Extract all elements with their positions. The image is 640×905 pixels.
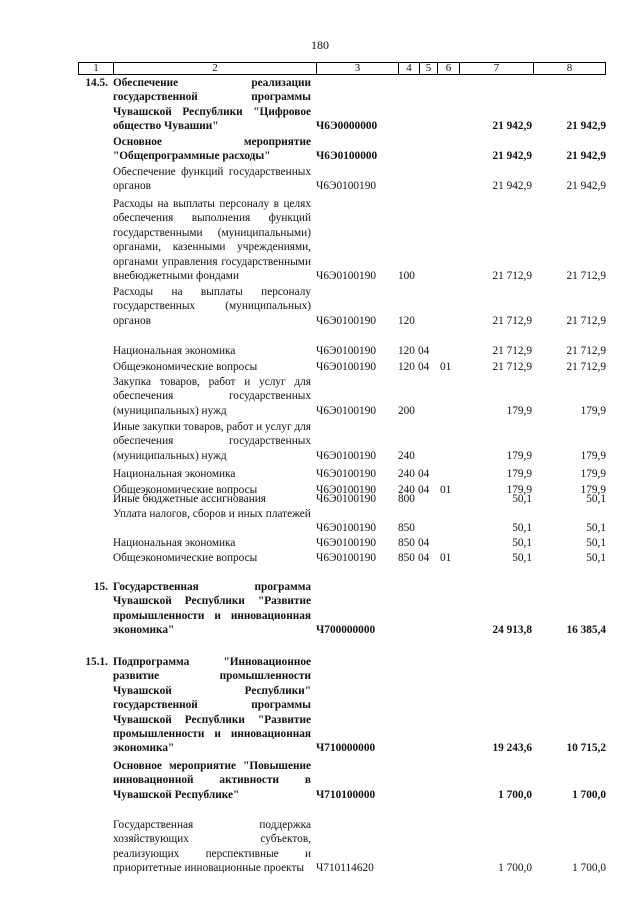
row-name: Государственная поддержка хозяйствующих субъектов, реализующих перспективные и приоритетные инновационные проекты <box>113 819 311 875</box>
target-code: Ч6Э0100190 <box>316 484 376 496</box>
target-code: Ч700000000 <box>316 624 376 636</box>
row-name: Национальная экономика <box>113 345 236 357</box>
row-name: Подпрограмма "Инновационное развитие промышленности Чувашской Республики" государственной программы Чувашской Республики "Развитие промышленности и инновационная экономика" <box>113 656 311 755</box>
amount-col8: 21 712,9 <box>566 361 606 373</box>
table-row <box>0 197 640 283</box>
table-row <box>0 285 640 328</box>
column-header: 7 <box>459 62 534 75</box>
row-name: Иные закупки товаров, работ и услуг для обеспечения государственных (муниципальных) нужд <box>113 421 311 462</box>
table-row <box>0 492 640 506</box>
row-name: Национальная экономика <box>113 537 236 549</box>
table-row <box>0 759 640 802</box>
amount-col8: 50,1 <box>586 552 606 564</box>
target-code: Ч6Э0100190 <box>316 537 376 549</box>
amount-col8: 179,9 <box>580 450 606 462</box>
amount-col8: 10 715,2 <box>566 742 606 754</box>
amount-col8: 21 942,9 <box>566 120 606 132</box>
expense-type: 800 <box>398 493 415 505</box>
target-code: Ч6Э0100190 <box>316 180 376 192</box>
column-header: 3 <box>316 62 399 75</box>
target-code: Ч6Э0000000 <box>316 120 378 132</box>
amount-col7: 24 913,8 <box>492 624 532 636</box>
table-row <box>0 360 640 374</box>
row-name: Основное мероприятие "Общепрограммные расходы" <box>113 136 311 163</box>
amount-col7: 21 712,9 <box>492 315 532 327</box>
table-row <box>0 655 640 756</box>
column-header: 5 <box>419 62 438 75</box>
amount-col8: 179,9 <box>580 468 606 480</box>
expense-type: 120 <box>398 361 415 373</box>
row-number: 15. <box>93 581 108 593</box>
amount-col7: 21 942,9 <box>492 180 532 192</box>
target-code: Ч6Э0100190 <box>316 468 376 480</box>
table-header <box>78 62 606 75</box>
row-name: Общеэкономические вопросы <box>113 484 258 496</box>
target-code: Ч6Э0100190 <box>316 493 376 505</box>
section: 04 <box>418 537 430 549</box>
amount-col8: 21 712,9 <box>566 345 606 357</box>
expense-type: 200 <box>398 405 415 417</box>
amount-col7: 50,1 <box>512 522 532 534</box>
amount-col8: 179,9 <box>580 405 606 417</box>
amount-col8: 179,9 <box>580 484 606 496</box>
target-code: Ч6Э0100190 <box>316 345 376 357</box>
amount-col8: 21 712,9 <box>566 315 606 327</box>
section: 04 <box>418 552 430 564</box>
row-name: Обеспечение функций государственных органов <box>113 166 311 193</box>
section: 04 <box>418 484 430 496</box>
amount-col7: 179,9 <box>506 450 532 462</box>
target-code: Ч6Э0100190 <box>316 315 376 327</box>
amount-col7: 50,1 <box>512 537 532 549</box>
table-row <box>0 818 640 876</box>
row-name: Закупка товаров, работ и услуг для обеспечения государственных (муниципальных) нужд <box>113 376 311 417</box>
expense-type: 850 <box>398 537 415 549</box>
target-code: Ч6Э0100190 <box>316 361 376 373</box>
table-row <box>0 420 640 463</box>
table-row <box>0 507 640 536</box>
column-header: 2 <box>113 62 317 75</box>
table-row <box>0 135 640 164</box>
row-number: 14.5. <box>85 77 108 89</box>
amount-col7: 21 712,9 <box>492 345 532 357</box>
table-row <box>0 580 640 638</box>
table-row <box>0 551 640 565</box>
table-row <box>0 76 640 134</box>
target-code: Ч6Э0100190 <box>316 450 376 462</box>
amount-col7: 19 243,6 <box>492 742 532 754</box>
amount-col8: 21 712,9 <box>566 270 606 282</box>
row-number: 15.1. <box>85 656 108 668</box>
amount-col7: 179,9 <box>506 468 532 480</box>
target-code: Ч6Э0100000 <box>316 150 378 162</box>
expense-type: 120 <box>398 315 415 327</box>
amount-col8: 1 700,0 <box>572 789 606 801</box>
amount-col8: 50,1 <box>586 537 606 549</box>
target-code: Ч6Э0100190 <box>316 522 376 534</box>
table-row <box>0 165 640 194</box>
target-code: Ч710100000 <box>316 789 376 801</box>
column-header: 6 <box>437 62 460 75</box>
row-name: Государственная программа Чувашской Республики "Развитие промышленности и инновационная экономика" <box>113 581 311 637</box>
amount-col7: 21 712,9 <box>492 361 532 373</box>
amount-col7: 21 712,9 <box>492 270 532 282</box>
amount-col8: 1 700,0 <box>572 862 606 874</box>
target-code: Ч6Э0100190 <box>316 270 376 282</box>
row-name: Расходы на выплаты персоналу государственных (муниципальных) органов <box>113 286 311 327</box>
table-row <box>0 344 640 358</box>
expense-type: 240 <box>398 468 415 480</box>
amount-col8: 16 385,4 <box>566 624 606 636</box>
section: 04 <box>418 468 430 480</box>
amount-col7: 21 942,9 <box>492 150 532 162</box>
amount-col8: 50,1 <box>586 522 606 534</box>
subsection: 01 <box>440 552 452 564</box>
row-name: Основное мероприятие "Повышение инновационной активности в Чувашской Республике" <box>113 760 311 801</box>
expense-type: 850 <box>398 552 415 564</box>
page-number: 180 <box>311 38 329 52</box>
amount-col7: 50,1 <box>512 493 532 505</box>
amount-col7: 21 942,9 <box>492 120 532 132</box>
amount-col8: 21 942,9 <box>566 150 606 162</box>
amount-col7: 1 700,0 <box>498 789 532 801</box>
row-name: Уплата налогов, сборов и иных платежей <box>113 508 311 520</box>
subsection: 01 <box>440 361 452 373</box>
amount-col8: 50,1 <box>586 493 606 505</box>
section: 04 <box>418 361 430 373</box>
amount-col7: 1 700,0 <box>498 862 532 874</box>
section: 04 <box>418 345 430 357</box>
expense-type: 240 <box>398 450 415 462</box>
row-name: Общеэкономические вопросы <box>113 361 258 373</box>
row-name: Обеспечение реализации государственной программы Чувашской Республики "Цифровое общество Чувашии" <box>113 77 311 133</box>
target-code: Ч6Э0100190 <box>316 552 376 564</box>
amount-col7: 179,9 <box>506 405 532 417</box>
amount-col7: 179,9 <box>506 484 532 496</box>
target-code: Ч6Э0100190 <box>316 405 376 417</box>
table-row <box>0 467 640 481</box>
column-header: 8 <box>533 62 606 75</box>
row-name: Иные бюджетные ассигнования <box>113 493 266 505</box>
subsection: 01 <box>440 484 452 496</box>
table-row <box>0 375 640 418</box>
amount-col7: 50,1 <box>512 552 532 564</box>
row-name: Национальная экономика <box>113 468 236 480</box>
expense-type: 120 <box>398 345 415 357</box>
table-row <box>0 536 640 550</box>
row-name: Расходы на выплаты персоналу в целях обеспечения выполнения функций государственными (муниципальными) органами, казенными учреждениями, органами управления государственными внебюджетными фондами <box>113 198 311 283</box>
target-code: Ч710114620 <box>316 862 374 874</box>
expense-type: 240 <box>398 484 415 496</box>
expense-type: 100 <box>398 270 415 282</box>
row-name: Общеэкономические вопросы <box>113 552 258 564</box>
column-header: 4 <box>398 62 420 75</box>
expense-type: 850 <box>398 522 415 534</box>
target-code: Ч710000000 <box>316 742 376 754</box>
column-header: 1 <box>78 62 114 75</box>
amount-col8: 21 942,9 <box>566 180 606 192</box>
